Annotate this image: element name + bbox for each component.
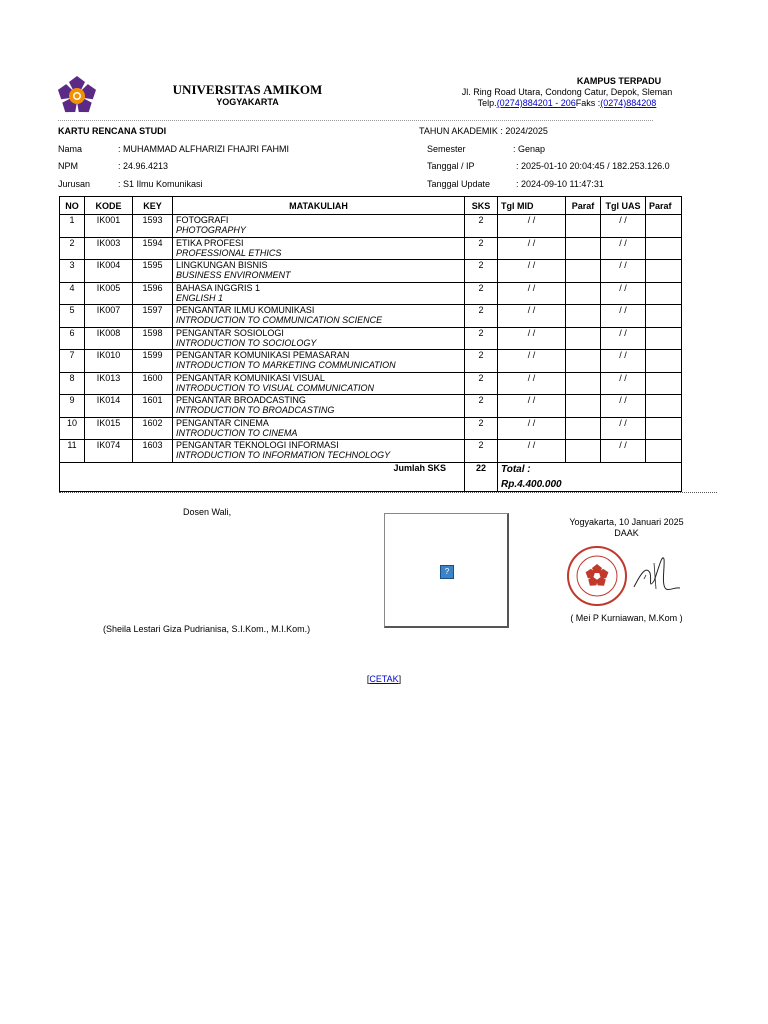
col-header-key: KEY bbox=[133, 197, 173, 215]
table-row bbox=[60, 395, 682, 418]
tanggal-update-value: : 2024-09-10 11:47:31 bbox=[516, 179, 604, 189]
course-name-id: PENGANTAR BROADCASTING bbox=[176, 395, 306, 405]
col-header-tgl-uas: Tgl UAS bbox=[601, 197, 646, 215]
row-kode: IK001 bbox=[85, 215, 133, 238]
total-amount-value: Rp.4.400.000 bbox=[501, 478, 562, 490]
row-tgl-uas: / / bbox=[601, 237, 646, 260]
row-key: 1599 bbox=[133, 350, 173, 373]
course-name-id: PENGANTAR ILMU KOMUNIKASI bbox=[176, 305, 315, 315]
row-no: 6 bbox=[60, 327, 85, 350]
academic-year: TAHUN AKADEMIK : 2024/2025 bbox=[419, 126, 548, 136]
row-tgl-uas: / / bbox=[601, 260, 646, 283]
nama-value: : MUHAMMAD ALFHARIZI FHAJRI FAHMI bbox=[118, 144, 290, 154]
course-name-id: PENGANTAR CINEMA bbox=[176, 417, 269, 428]
row-tgl-mid: / / bbox=[498, 350, 566, 373]
row-matakuliah bbox=[173, 282, 465, 305]
table-row bbox=[60, 350, 682, 373]
row-sks: 2 bbox=[465, 237, 498, 260]
course-name-en: BUSINESS ENVIRONMENT bbox=[176, 270, 291, 280]
row-paraf-uas bbox=[646, 282, 682, 305]
npm-value: : 24.96.4213 bbox=[118, 161, 169, 171]
row-kode: IK004 bbox=[85, 260, 133, 283]
course-name-id: PENGANTAR KOMUNIKASI PEMASARAN bbox=[176, 350, 350, 360]
table-row bbox=[60, 440, 682, 463]
campus-address: Jl. Ring Road Utara, Condong Catur, Depok, Sleman bbox=[461, 87, 673, 97]
row-sks: 2 bbox=[465, 372, 498, 395]
row-key: 1593 bbox=[133, 215, 173, 238]
row-sks: 2 bbox=[465, 440, 498, 463]
row-kode: IK010 bbox=[85, 350, 133, 373]
course-name-en: INTRODUCTION TO CINEMA bbox=[176, 427, 298, 438]
total-sks-label-cell bbox=[60, 462, 465, 491]
row-key: 1601 bbox=[133, 395, 173, 418]
fax-link[interactable]: (0274)884208 bbox=[600, 98, 657, 108]
col-header-no: NO bbox=[60, 197, 85, 215]
row-no: 10 bbox=[60, 417, 85, 440]
daak-officer-name: ( Mei P Kurniawan, M.Kom ) bbox=[570, 613, 683, 623]
row-tgl-mid: / / bbox=[498, 440, 566, 463]
row-paraf-mid bbox=[566, 237, 601, 260]
row-sks: 2 bbox=[465, 417, 498, 440]
university-name: UNIVERSITAS AMIKOM bbox=[172, 82, 323, 97]
total-sks-label: Jumlah SKS bbox=[393, 462, 446, 473]
row-key: 1598 bbox=[133, 327, 173, 350]
row-tgl-uas: / / bbox=[601, 372, 646, 395]
row-sks: 2 bbox=[465, 350, 498, 373]
course-name-en: INTRODUCTION TO SOCIOLOGY bbox=[176, 337, 317, 348]
course-name-id: LINGKUNGAN BISNIS bbox=[176, 260, 268, 270]
row-kode: IK014 bbox=[85, 395, 133, 418]
course-name-en: PROFESSIONAL ETHICS bbox=[176, 247, 282, 258]
row-tgl-mid: / / bbox=[498, 305, 566, 328]
course-name-id: BAHASA INGGRIS 1 bbox=[176, 282, 261, 293]
row-paraf-uas bbox=[646, 215, 682, 238]
row-paraf-uas bbox=[646, 440, 682, 463]
row-no: 2 bbox=[60, 237, 85, 260]
tanggal-update-label: Tanggal Update bbox=[427, 179, 491, 189]
course-name-en: INTRODUCTION TO MARKETING COMMUNICATION bbox=[176, 360, 396, 370]
jurusan-value: : S1 Ilmu Komunikasi bbox=[118, 179, 203, 189]
tanggal-ip-value: : 2025-01-10 20:04:45 / 182.253.126.0 bbox=[516, 161, 670, 171]
row-paraf-uas bbox=[646, 350, 682, 373]
row-paraf-mid bbox=[566, 327, 601, 350]
table-row bbox=[60, 372, 682, 395]
course-name-id: PENGANTAR KOMUNIKASI VISUAL bbox=[176, 372, 325, 383]
row-paraf-mid bbox=[566, 282, 601, 305]
campus-contact bbox=[440, 98, 694, 108]
row-tgl-mid: / / bbox=[498, 260, 566, 283]
row-tgl-mid: / / bbox=[498, 327, 566, 350]
row-no: 7 bbox=[60, 350, 85, 373]
row-key: 1597 bbox=[133, 305, 173, 328]
row-tgl-mid: / / bbox=[498, 372, 566, 395]
row-no: 5 bbox=[60, 305, 85, 328]
row-matakuliah bbox=[173, 260, 465, 283]
row-matakuliah bbox=[173, 395, 465, 418]
row-kode: IK074 bbox=[85, 440, 133, 463]
npm-label: NPM bbox=[58, 161, 78, 171]
table-row bbox=[60, 417, 682, 440]
semester-label: Semester bbox=[427, 144, 466, 154]
course-name-en: PHOTOGRAPHY bbox=[176, 225, 246, 235]
row-paraf-uas bbox=[646, 417, 682, 440]
nama-label: Nama bbox=[58, 144, 83, 154]
row-tgl-uas: / / bbox=[601, 417, 646, 440]
row-paraf-uas bbox=[646, 327, 682, 350]
row-matakuliah bbox=[173, 237, 465, 260]
col-header-tgl-mid: Tgl MID bbox=[498, 197, 566, 215]
table-header-row bbox=[60, 197, 682, 215]
fax-label: Faks : bbox=[575, 98, 601, 108]
col-header-paraf-uas: Paraf bbox=[646, 197, 682, 215]
row-key: 1596 bbox=[133, 282, 173, 305]
course-name-en: ENGLISH 1 bbox=[176, 292, 224, 303]
total-amount-label: Total : bbox=[501, 463, 531, 475]
row-matakuliah bbox=[173, 305, 465, 328]
dosen-wali-name: (Sheila Lestari Giza Pudrianisa, S.I.Kom., M.I.Kom.) bbox=[103, 624, 311, 634]
row-sks: 2 bbox=[465, 327, 498, 350]
row-paraf-mid bbox=[566, 350, 601, 373]
row-kode: IK015 bbox=[85, 417, 133, 440]
col-header-sks: SKS bbox=[465, 197, 498, 215]
row-paraf-uas bbox=[646, 260, 682, 283]
telp-link[interactable]: (0274)884201 - 206 bbox=[496, 98, 576, 108]
course-name-en: INTRODUCTION TO BROADCASTING bbox=[176, 405, 335, 415]
row-paraf-mid bbox=[566, 305, 601, 328]
row-matakuliah bbox=[173, 327, 465, 350]
row-kode: IK003 bbox=[85, 237, 133, 260]
table-row bbox=[60, 260, 682, 283]
row-no: 3 bbox=[60, 260, 85, 283]
row-paraf-uas bbox=[646, 237, 682, 260]
row-key: 1600 bbox=[133, 372, 173, 395]
broken-image-icon: ? bbox=[440, 565, 454, 579]
course-name-id: ETIKA PROFESI bbox=[176, 237, 244, 248]
row-matakuliah bbox=[173, 350, 465, 373]
table-row bbox=[60, 237, 682, 260]
course-name-id: PENGANTAR TEKNOLOGI INFORMASI bbox=[176, 440, 339, 450]
row-tgl-uas: / / bbox=[601, 327, 646, 350]
row-sks: 2 bbox=[465, 305, 498, 328]
course-name-en: INTRODUCTION TO VISUAL COMMUNICATION bbox=[176, 382, 375, 393]
office-label: DAAK bbox=[614, 528, 639, 538]
card-title: KARTU RENCANA STUDI bbox=[58, 126, 167, 136]
row-sks: 2 bbox=[465, 282, 498, 305]
header-divider bbox=[58, 120, 653, 121]
jurusan-label: Jurusan bbox=[58, 179, 91, 189]
row-sks: 2 bbox=[465, 215, 498, 238]
print-link[interactable]: CETAK bbox=[369, 674, 399, 684]
row-tgl-uas: / / bbox=[601, 282, 646, 305]
row-key: 1602 bbox=[133, 417, 173, 440]
row-kode: IK013 bbox=[85, 372, 133, 395]
tanggal-ip-label: Tanggal / IP bbox=[427, 161, 475, 171]
row-kode: IK007 bbox=[85, 305, 133, 328]
telp-label: Telp. bbox=[477, 98, 497, 108]
place-date: Yogyakarta, 10 Januari 2025 bbox=[569, 517, 684, 527]
row-tgl-uas: / / bbox=[601, 305, 646, 328]
campus-title: KAMPUS TERPADU bbox=[576, 76, 662, 86]
col-header-kode: KODE bbox=[85, 197, 133, 215]
row-paraf-mid bbox=[566, 440, 601, 463]
course-rows bbox=[60, 215, 682, 463]
row-tgl-mid: / / bbox=[498, 395, 566, 418]
dosen-wali-label: Dosen Wali, bbox=[183, 507, 232, 517]
row-matakuliah bbox=[173, 440, 465, 463]
print-bracket-open: [ bbox=[366, 674, 370, 684]
row-tgl-mid: / / bbox=[498, 237, 566, 260]
col-header-paraf-mid: Paraf bbox=[566, 197, 601, 215]
row-no: 1 bbox=[60, 215, 85, 238]
row-paraf-uas bbox=[646, 305, 682, 328]
row-tgl-uas: / / bbox=[601, 395, 646, 418]
print-action bbox=[334, 674, 434, 684]
row-key: 1594 bbox=[133, 237, 173, 260]
university-city: YOGYAKARTA bbox=[216, 97, 279, 107]
row-sks: 2 bbox=[465, 260, 498, 283]
daak-stamp-signature-icon bbox=[566, 545, 686, 607]
row-tgl-mid: / / bbox=[498, 417, 566, 440]
total-sks-value: 22 bbox=[465, 462, 498, 491]
university-logo bbox=[56, 75, 98, 117]
row-kode: IK008 bbox=[85, 327, 133, 350]
row-matakuliah bbox=[173, 215, 465, 238]
row-no: 4 bbox=[60, 282, 85, 305]
course-name-id: PENGANTAR SOSIOLOGI bbox=[176, 327, 284, 338]
row-tgl-mid: / / bbox=[498, 282, 566, 305]
row-tgl-uas: / / bbox=[601, 215, 646, 238]
row-paraf-mid bbox=[566, 260, 601, 283]
course-name-id: FOTOGRAFI bbox=[176, 215, 229, 225]
row-paraf-uas bbox=[646, 372, 682, 395]
semester-value: : Genap bbox=[513, 144, 546, 154]
course-name-en: INTRODUCTION TO COMMUNICATION SCIENCE bbox=[176, 315, 383, 325]
row-matakuliah bbox=[173, 372, 465, 395]
table-row bbox=[60, 282, 682, 305]
row-paraf-uas bbox=[646, 395, 682, 418]
row-key: 1595 bbox=[133, 260, 173, 283]
table-row bbox=[60, 327, 682, 350]
course-table bbox=[59, 196, 682, 492]
total-amount-cell bbox=[498, 462, 682, 491]
row-no: 11 bbox=[60, 440, 85, 463]
row-paraf-mid bbox=[566, 417, 601, 440]
course-name-en: INTRODUCTION TO INFORMATION TECHNOLOGY bbox=[176, 450, 391, 460]
row-key: 1603 bbox=[133, 440, 173, 463]
table-row bbox=[60, 215, 682, 238]
row-tgl-uas: / / bbox=[601, 440, 646, 463]
table-bottom-divider bbox=[59, 492, 717, 493]
row-sks: 2 bbox=[465, 395, 498, 418]
table-total-row bbox=[60, 462, 682, 491]
col-header-matakuliah: MATAKULIAH bbox=[173, 197, 465, 215]
row-tgl-uas: / / bbox=[601, 350, 646, 373]
row-paraf-mid bbox=[566, 215, 601, 238]
row-matakuliah bbox=[173, 417, 465, 440]
row-kode: IK005 bbox=[85, 282, 133, 305]
row-tgl-mid: / / bbox=[498, 215, 566, 238]
print-bracket-close: ] bbox=[398, 674, 402, 684]
row-paraf-mid bbox=[566, 372, 601, 395]
row-paraf-mid bbox=[566, 395, 601, 418]
row-no: 8 bbox=[60, 372, 85, 395]
table-row bbox=[60, 305, 682, 328]
row-no: 9 bbox=[60, 395, 85, 418]
